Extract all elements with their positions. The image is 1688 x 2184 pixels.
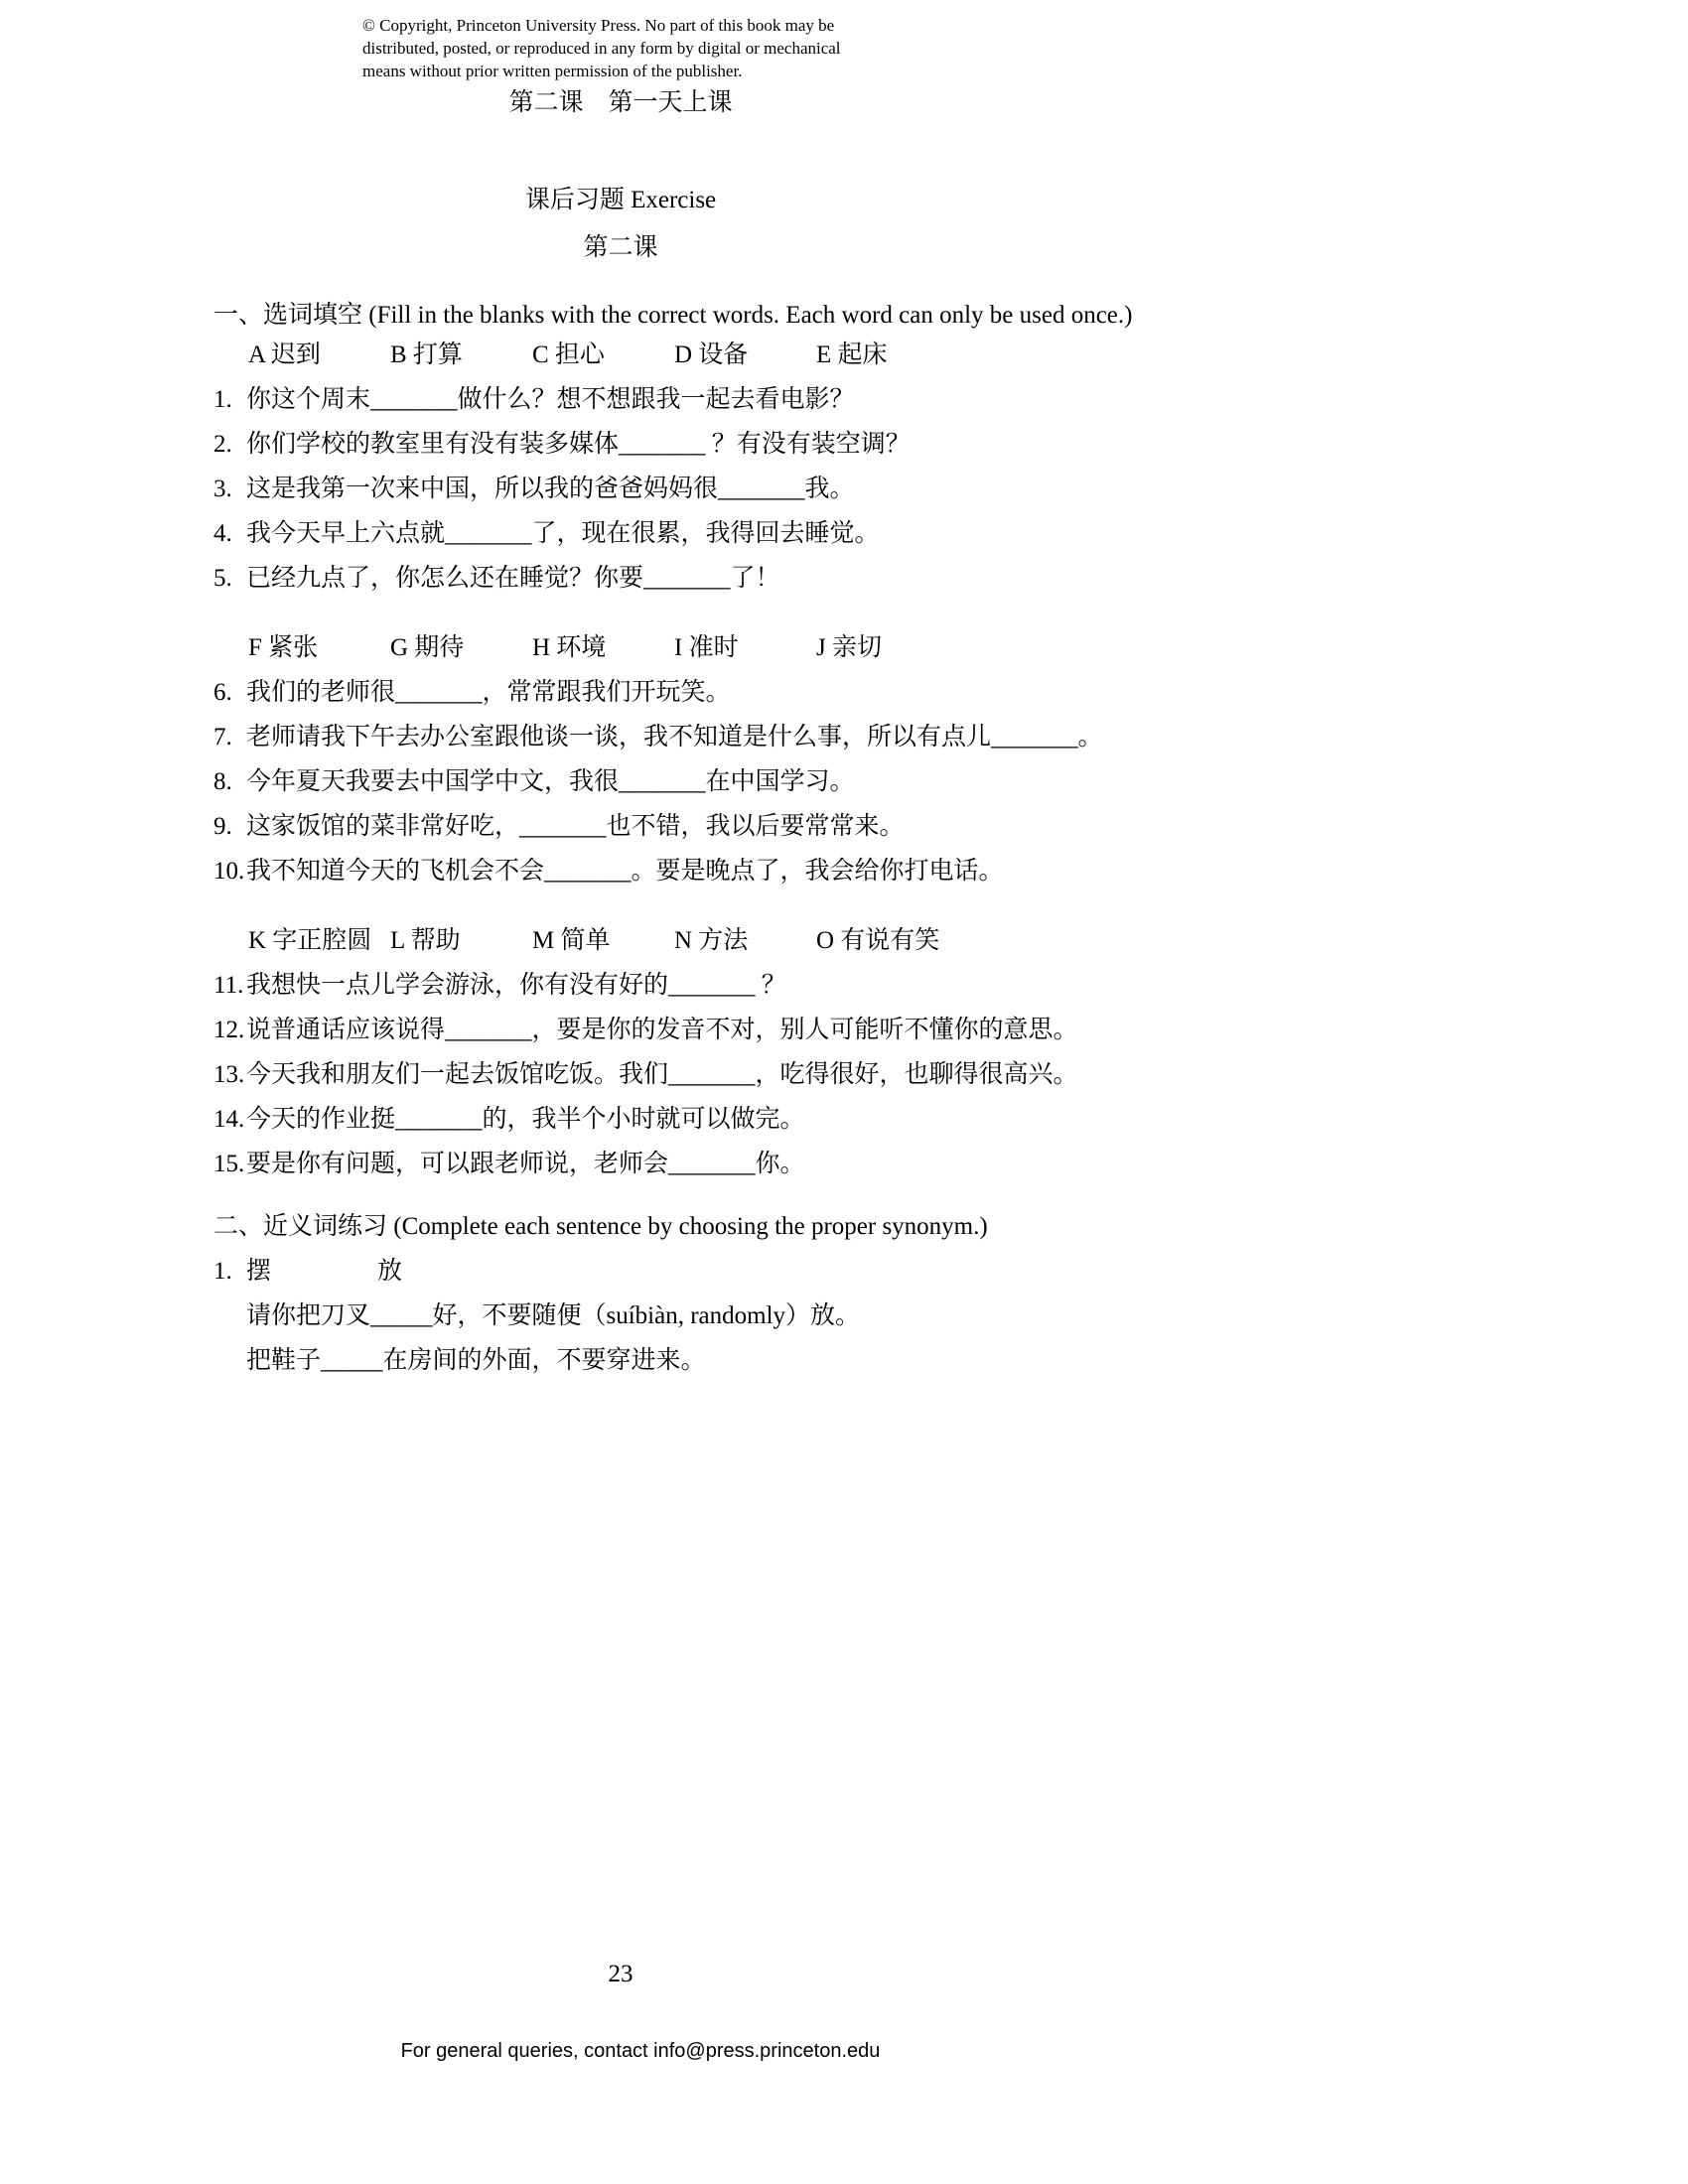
word-bank-entry: E 起床 bbox=[816, 341, 888, 368]
question-text: 今天的作业挺_______的，我半个小时就可以做完。 bbox=[246, 1106, 805, 1133]
question-text: 说普通话应该说得_______，要是你的发音不对，别人可能听不懂你的意思。 bbox=[246, 1017, 1078, 1043]
question-text: 这家饭馆的菜非常好吃，_______也不错，我以后要常常来。 bbox=[246, 813, 905, 840]
question-text: 要是你有问题，可以跟老师说，老师会_______你。 bbox=[246, 1151, 805, 1177]
question-text: 你们学校的教室里有没有装多媒体_______ ？有没有装空调？ bbox=[246, 431, 911, 458]
synonym-question-row bbox=[213, 1249, 1688, 1294]
word-bank-entry: M 简单 bbox=[532, 927, 611, 954]
word-bank-row-3 bbox=[248, 918, 1688, 963]
question-number: 1. bbox=[213, 1258, 232, 1285]
question-number: 13. bbox=[213, 1061, 245, 1088]
word-bank-entry: B 打算 bbox=[390, 341, 463, 368]
question-number: 14. bbox=[213, 1106, 245, 1133]
question-number: 2. bbox=[213, 431, 232, 458]
question-row bbox=[213, 963, 1688, 1008]
question-number: 12. bbox=[213, 1017, 245, 1043]
word-bank-entry: I 准时 bbox=[674, 634, 739, 661]
synonym-pair bbox=[246, 1258, 402, 1285]
copyright-line: distributed, posted, or reproduced in any form by digital or mechanical bbox=[362, 39, 841, 58]
synonym-option: 放 bbox=[377, 1258, 403, 1285]
question-text: 已经九点了，你怎么还在睡觉？你要_______了！ bbox=[246, 565, 780, 592]
question-row bbox=[213, 1142, 1688, 1186]
question-row bbox=[213, 556, 1688, 601]
question-number: 1. bbox=[213, 386, 232, 413]
word-bank-entry: A 迟到 bbox=[248, 341, 321, 368]
word-bank-entry: N 方法 bbox=[674, 927, 749, 954]
question-text: 这是我第一次来中国，所以我的爸爸妈妈很_______我。 bbox=[246, 476, 855, 502]
chapter-header: 第二课 第一天上课 bbox=[508, 89, 733, 116]
question-number: 7. bbox=[213, 724, 232, 751]
word-bank-entry: G 期待 bbox=[390, 634, 465, 661]
word-bank-entry: F 紧张 bbox=[248, 634, 319, 661]
question-text: 我不知道今天的飞机会不会_______。要是晚点了，我会给你打电话。 bbox=[246, 858, 1004, 885]
question-number: 15. bbox=[213, 1151, 245, 1177]
copyright-line: © Copyright, Princeton University Press. No part of this book may be bbox=[362, 16, 835, 35]
question-text: 我想快一点儿学会游泳，你有没有好的_______ ？ bbox=[246, 972, 786, 999]
word-bank-row-2 bbox=[248, 625, 1688, 670]
page-number: 23 bbox=[608, 1961, 633, 1987]
question-row bbox=[213, 1008, 1688, 1052]
footer-contact: For general queries, contact info@press.princeton.edu bbox=[400, 2040, 881, 2062]
question-number: 3. bbox=[213, 476, 232, 502]
word-bank-entry: C 担心 bbox=[532, 341, 605, 368]
question-text: 今天我和朋友们一起去饭馆吃饭。我们_______，吃得很好，也聊得很高兴。 bbox=[246, 1061, 1078, 1088]
question-row bbox=[213, 849, 1688, 893]
question-number: 8. bbox=[213, 768, 232, 795]
word-bank-row-1 bbox=[248, 333, 1688, 377]
question-row bbox=[213, 1052, 1688, 1097]
word-bank-entry: J 亲切 bbox=[816, 634, 882, 661]
synonym-sentence: 把鞋子_____在房间的外面，不要穿进来。 bbox=[246, 1347, 706, 1374]
exercise-title: 课后习题 Exercise bbox=[524, 187, 717, 213]
word-bank-entry: L 帮助 bbox=[390, 927, 461, 954]
question-number: 10. bbox=[213, 858, 245, 885]
question-row bbox=[213, 377, 1688, 422]
question-row bbox=[213, 804, 1688, 849]
question-row bbox=[213, 467, 1688, 511]
question-number: 9. bbox=[213, 813, 232, 840]
word-bank-entry: H 环境 bbox=[532, 634, 607, 661]
question-row bbox=[213, 715, 1688, 759]
synonym-option: 摆 bbox=[246, 1258, 272, 1285]
question-text: 今年夏天我要去中国学中文，我很_______在中国学习。 bbox=[246, 768, 855, 795]
question-text: 我今天早上六点就_______了，现在很累，我得回去睡觉。 bbox=[246, 520, 880, 547]
question-text: 老师请我下午去办公室跟他谈一谈，我不知道是什么事，所以有点儿_______。 bbox=[246, 724, 1103, 751]
question-row bbox=[213, 670, 1688, 715]
question-row bbox=[213, 422, 1688, 467]
question-row bbox=[213, 511, 1688, 556]
question-number: 11. bbox=[213, 972, 244, 999]
word-bank-entry: O 有说有笑 bbox=[816, 927, 940, 954]
question-row bbox=[213, 759, 1688, 804]
question-text: 你这个周末_______做什么？想不想跟我一起去看电影？ bbox=[246, 386, 855, 413]
question-number: 5. bbox=[213, 565, 232, 592]
word-bank-entry: K 字正腔圆 bbox=[248, 927, 372, 954]
copyright-line: means without prior written permission of the publisher. bbox=[362, 62, 743, 80]
copyright-notice bbox=[362, 14, 1688, 82]
question-number: 4. bbox=[213, 520, 232, 547]
word-bank-entry: D 设备 bbox=[674, 341, 749, 368]
question-number: 6. bbox=[213, 679, 232, 706]
question-row bbox=[213, 1097, 1688, 1142]
section-two-heading: 二、近义词练习 (Complete each sentence by choosing the proper synonym.) bbox=[213, 1213, 988, 1240]
section-one-heading: 一、选词填空 (Fill in the blanks with the correct words. Each word can only be used once.) bbox=[213, 302, 1133, 329]
question-text: 我们的老师很_______，常常跟我们开玩笑。 bbox=[246, 679, 731, 706]
lesson-subtitle: 第二课 bbox=[583, 234, 658, 261]
synonym-sentence: 请你把刀叉_____好，不要随便（suíbiàn, randomly）放。 bbox=[246, 1302, 861, 1329]
